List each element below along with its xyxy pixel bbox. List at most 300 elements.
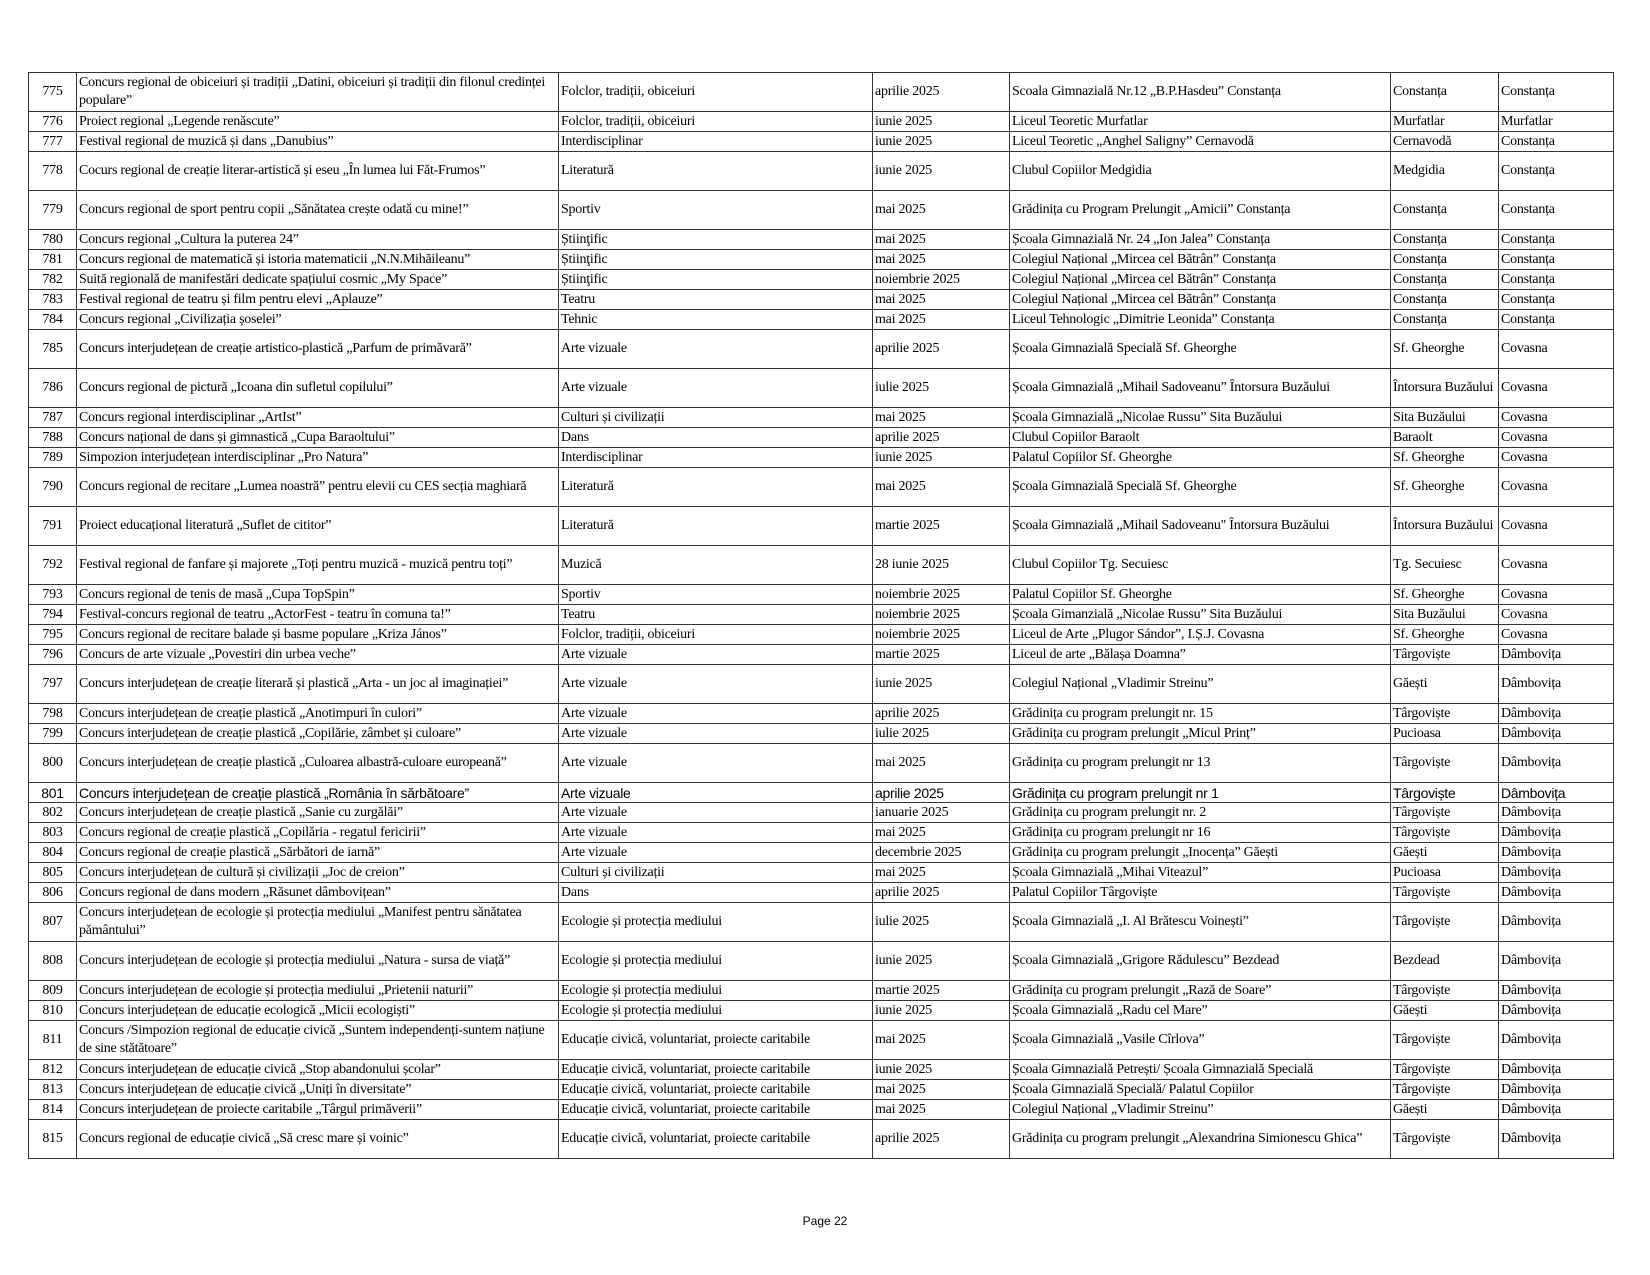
domain-cell: Ecologie și protecția mediului: [559, 942, 873, 981]
county-cell: Dâmbovița: [1499, 903, 1614, 942]
event-title-cell: Concurs interjudețean de ecologie și protecția mediului „Natura - sursa de viață”: [77, 942, 559, 981]
row-number-cell: 778: [29, 152, 77, 191]
table-row: [29, 1001, 1614, 1021]
locality-cell: Târgoviște: [1391, 645, 1499, 665]
event-title-cell: Concurs regional interdisciplinar „ArtIst”: [77, 408, 559, 428]
locality-cell: Medgidia: [1391, 152, 1499, 191]
table-row: [29, 1100, 1614, 1120]
event-title-cell: Concurs interjudețean de proiecte caritabile „Târgul primăverii”: [77, 1100, 559, 1120]
table-row: [29, 585, 1614, 605]
table-row: [29, 408, 1614, 428]
period-cell: iunie 2025: [873, 1001, 1010, 1021]
organizer-cell: Școala Gimnazială Nr. 24 „Ion Jalea” Constanța: [1010, 230, 1391, 250]
county-cell: Constanța: [1499, 152, 1614, 191]
event-title-cell: Festival regional de muzică și dans „Danubius”: [77, 132, 559, 152]
period-cell: iunie 2025: [873, 112, 1010, 132]
event-title-cell: Suită regională de manifestări dedicate spațiului cosmic „My Space”: [77, 270, 559, 290]
table-row: [29, 981, 1614, 1001]
domain-cell: Muzică: [559, 546, 873, 585]
table-row: [29, 152, 1614, 191]
organizer-cell: Palatul Copiilor Sf. Gheorghe: [1010, 585, 1391, 605]
organizer-cell: Grădinița cu program prelungit nr 1: [1010, 783, 1391, 803]
locality-cell: Sita Buzăului: [1391, 605, 1499, 625]
domain-cell: Teatru: [559, 605, 873, 625]
row-number-cell: 795: [29, 625, 77, 645]
event-title-cell: Concurs interjudețean de creație plastică „România în sărbătoare”: [77, 783, 559, 803]
row-number-cell: 777: [29, 132, 77, 152]
locality-cell: Târgoviște: [1391, 783, 1499, 803]
period-cell: iulie 2025: [873, 724, 1010, 744]
organizer-cell: Grădinița cu program prelungit „Micul Prinț”: [1010, 724, 1391, 744]
county-cell: Constanța: [1499, 290, 1614, 310]
row-number-cell: 810: [29, 1001, 77, 1021]
domain-cell: Interdisciplinar: [559, 448, 873, 468]
locality-cell: Sf. Gheorghe: [1391, 330, 1499, 369]
locality-cell: Târgoviște: [1391, 823, 1499, 843]
county-cell: Covasna: [1499, 448, 1614, 468]
county-cell: Dâmbovița: [1499, 803, 1614, 823]
domain-cell: Arte vizuale: [559, 744, 873, 783]
period-cell: aprilie 2025: [873, 883, 1010, 903]
organizer-cell: Liceul Teoretic Murfatlar: [1010, 112, 1391, 132]
event-title-cell: Concurs regional de pictură „Icoana din sufletul copilului”: [77, 369, 559, 408]
event-title-cell: Concurs regional de creație plastică „Sărbători de iarnă”: [77, 843, 559, 863]
event-title-cell: Concurs național de dans și gimnastică „Cupa Baraoltului”: [77, 428, 559, 448]
row-number-cell: 796: [29, 645, 77, 665]
table-row: [29, 369, 1614, 408]
table-row: [29, 645, 1614, 665]
event-title-cell: Proiect regional „Legende renăscute”: [77, 112, 559, 132]
organizer-cell: Clubul Copiilor Medgidia: [1010, 152, 1391, 191]
organizer-cell: Școala Gimnazială Specială Sf. Gheorghe: [1010, 468, 1391, 507]
events-table: [28, 72, 1614, 1159]
locality-cell: Târgoviște: [1391, 1080, 1499, 1100]
county-cell: Covasna: [1499, 330, 1614, 369]
organizer-cell: Liceul Tehnologic „Dimitrie Leonida” Constanța: [1010, 310, 1391, 330]
row-number-cell: 807: [29, 903, 77, 942]
county-cell: Constanța: [1499, 250, 1614, 270]
locality-cell: Târgoviște: [1391, 883, 1499, 903]
locality-cell: Constanța: [1391, 73, 1499, 112]
event-title-cell: Concurs interjudețean de ecologie și protecția mediului „Manifest pentru sănătatea pământului”: [77, 903, 559, 942]
organizer-cell: Școala Gimnazială Specială/ Palatul Copiilor: [1010, 1080, 1391, 1100]
organizer-cell: Colegiul Național „Mircea cel Bătrân” Constanța: [1010, 270, 1391, 290]
domain-cell: Literatură: [559, 468, 873, 507]
table-row: [29, 783, 1614, 803]
period-cell: noiembrie 2025: [873, 605, 1010, 625]
county-cell: Covasna: [1499, 605, 1614, 625]
domain-cell: Arte vizuale: [559, 369, 873, 408]
table-row: [29, 863, 1614, 883]
domain-cell: Educație civică, voluntariat, proiecte caritabile: [559, 1060, 873, 1080]
county-cell: Dâmbovița: [1499, 1001, 1614, 1021]
locality-cell: Sf. Gheorghe: [1391, 585, 1499, 605]
row-number-cell: 792: [29, 546, 77, 585]
locality-cell: Întorsura Buzăului: [1391, 369, 1499, 408]
row-number-cell: 797: [29, 665, 77, 704]
table-row: [29, 270, 1614, 290]
domain-cell: Culturi și civilizații: [559, 408, 873, 428]
county-cell: Dâmbovița: [1499, 1060, 1614, 1080]
event-title-cell: Concurs interjudețean de cultură și civilizații „Joc de creion”: [77, 863, 559, 883]
domain-cell: Folclor, tradiții, obiceiuri: [559, 625, 873, 645]
period-cell: noiembrie 2025: [873, 585, 1010, 605]
event-title-cell: Festival regional de teatru și film pentru elevi „Aplauze”: [77, 290, 559, 310]
event-title-cell: Concurs regional de tenis de masă „Cupa TopSpin”: [77, 585, 559, 605]
county-cell: Covasna: [1499, 408, 1614, 428]
period-cell: mai 2025: [873, 250, 1010, 270]
county-cell: Dâmbovița: [1499, 1120, 1614, 1159]
table-row: [29, 230, 1614, 250]
locality-cell: Constanța: [1391, 290, 1499, 310]
event-title-cell: Concurs regional de recitare balade și basme populare „Kriza János”: [77, 625, 559, 645]
event-title-cell: Concurs interjudețean de creație artistico-plastică „Parfum de primăvară”: [77, 330, 559, 369]
table-row: [29, 250, 1614, 270]
organizer-cell: Liceul de arte „Bălașa Doamna”: [1010, 645, 1391, 665]
period-cell: mai 2025: [873, 191, 1010, 230]
county-cell: Dâmbovița: [1499, 823, 1614, 843]
period-cell: noiembrie 2025: [873, 625, 1010, 645]
table-row: [29, 942, 1614, 981]
locality-cell: Găești: [1391, 843, 1499, 863]
event-title-cell: Concurs de arte vizuale „Povestiri din urbea veche”: [77, 645, 559, 665]
organizer-cell: Grădinița cu program prelungit „Inocența” Găești: [1010, 843, 1391, 863]
county-cell: Constanța: [1499, 230, 1614, 250]
county-cell: Dâmbovița: [1499, 645, 1614, 665]
county-cell: Dâmbovița: [1499, 883, 1614, 903]
domain-cell: Literatură: [559, 507, 873, 546]
locality-cell: Constanța: [1391, 270, 1499, 290]
locality-cell: Sita Buzăului: [1391, 408, 1499, 428]
county-cell: Dâmbovița: [1499, 942, 1614, 981]
event-title-cell: Proiect educațional literatură „Suflet de cititor”: [77, 507, 559, 546]
table-row: [29, 1021, 1614, 1060]
organizer-cell: Clubul Copiilor Tg. Secuiesc: [1010, 546, 1391, 585]
row-number-cell: 809: [29, 981, 77, 1001]
period-cell: mai 2025: [873, 823, 1010, 843]
locality-cell: Constanța: [1391, 230, 1499, 250]
period-cell: aprilie 2025: [873, 1120, 1010, 1159]
page-number: Page 22: [802, 1214, 848, 1228]
county-cell: Dâmbovița: [1499, 1080, 1614, 1100]
event-title-cell: Concurs regional de matematică și istoria matematicii „N.N.Mihăileanu”: [77, 250, 559, 270]
organizer-cell: Palatul Copiilor Târgoviște: [1010, 883, 1391, 903]
table-row: [29, 112, 1614, 132]
period-cell: decembrie 2025: [873, 843, 1010, 863]
event-title-cell: Concurs interjudețean de creație plastică „Sanie cu zurgălăi”: [77, 803, 559, 823]
row-number-cell: 786: [29, 369, 77, 408]
row-number-cell: 787: [29, 408, 77, 428]
organizer-cell: Școala Gimnazială Petrești/ Școala Gimnazială Specială: [1010, 1060, 1391, 1080]
organizer-cell: Grădinița cu Program Prelungit „Amicii” Constanța: [1010, 191, 1391, 230]
domain-cell: Educație civică, voluntariat, proiecte caritabile: [559, 1021, 873, 1060]
domain-cell: Teatru: [559, 290, 873, 310]
locality-cell: Sf. Gheorghe: [1391, 448, 1499, 468]
table-row: [29, 132, 1614, 152]
row-number-cell: 803: [29, 823, 77, 843]
locality-cell: Târgoviște: [1391, 1021, 1499, 1060]
row-number-cell: 788: [29, 428, 77, 448]
period-cell: martie 2025: [873, 645, 1010, 665]
organizer-cell: Școala Gimnazială „Mihai Viteazul”: [1010, 863, 1391, 883]
row-number-cell: 802: [29, 803, 77, 823]
table-row: [29, 330, 1614, 369]
period-cell: mai 2025: [873, 1021, 1010, 1060]
organizer-cell: Școala Gimanzială „Nicolae Russu” Sita Buzăului: [1010, 605, 1391, 625]
table-row: [29, 605, 1614, 625]
organizer-cell: Grădinița cu program prelungit „Rază de Soare”: [1010, 981, 1391, 1001]
county-cell: Dâmbovița: [1499, 843, 1614, 863]
county-cell: Dâmbovița: [1499, 704, 1614, 724]
locality-cell: Sf. Gheorghe: [1391, 625, 1499, 645]
period-cell: aprilie 2025: [873, 783, 1010, 803]
county-cell: Dâmbovița: [1499, 783, 1614, 803]
period-cell: aprilie 2025: [873, 73, 1010, 112]
period-cell: iulie 2025: [873, 369, 1010, 408]
row-number-cell: 804: [29, 843, 77, 863]
county-cell: Dâmbovița: [1499, 1100, 1614, 1120]
domain-cell: Arte vizuale: [559, 665, 873, 704]
row-number-cell: 781: [29, 250, 77, 270]
county-cell: Covasna: [1499, 507, 1614, 546]
period-cell: iunie 2025: [873, 1060, 1010, 1080]
organizer-cell: Grădinița cu program prelungit „Alexandrina Simionescu Ghica”: [1010, 1120, 1391, 1159]
domain-cell: Arte vizuale: [559, 645, 873, 665]
organizer-cell: Școala Gimnazială „Vasile Cîrlova”: [1010, 1021, 1391, 1060]
organizer-cell: Școala Gimnazială Specială Sf. Gheorghe: [1010, 330, 1391, 369]
locality-cell: Cernavodă: [1391, 132, 1499, 152]
table-row: [29, 843, 1614, 863]
event-title-cell: Concurs regional de creație plastică „Copilăria - regatul fericirii”: [77, 823, 559, 843]
locality-cell: Bezdead: [1391, 942, 1499, 981]
period-cell: mai 2025: [873, 290, 1010, 310]
period-cell: ianuarie 2025: [873, 803, 1010, 823]
domain-cell: Folclor, tradiții, obiceiuri: [559, 112, 873, 132]
event-title-cell: Concurs interjudețean de creație plastică „Anotimpuri în culori”: [77, 704, 559, 724]
organizer-cell: Grădinița cu program prelungit nr 13: [1010, 744, 1391, 783]
locality-cell: Murfatlar: [1391, 112, 1499, 132]
table-row: [29, 507, 1614, 546]
period-cell: aprilie 2025: [873, 330, 1010, 369]
table-row: [29, 1060, 1614, 1080]
locality-cell: Târgoviște: [1391, 1060, 1499, 1080]
county-cell: Dâmbovița: [1499, 665, 1614, 704]
domain-cell: Arte vizuale: [559, 330, 873, 369]
county-cell: Dâmbovița: [1499, 724, 1614, 744]
domain-cell: Știinţific: [559, 250, 873, 270]
organizer-cell: Școala Gimnazială „Radu cel Mare”: [1010, 1001, 1391, 1021]
row-number-cell: 782: [29, 270, 77, 290]
county-cell: Dâmbovița: [1499, 744, 1614, 783]
organizer-cell: Colegiul Național „Mircea cel Bătrân” Constanța: [1010, 250, 1391, 270]
domain-cell: Arte vizuale: [559, 704, 873, 724]
county-cell: Covasna: [1499, 585, 1614, 605]
organizer-cell: Școala Gimnazială „Nicolae Russu” Sita Buzăului: [1010, 408, 1391, 428]
event-title-cell: Festival regional de fanfare și majorete „Toți pentru muzică - muzică pentru toți”: [77, 546, 559, 585]
row-number-cell: 790: [29, 468, 77, 507]
domain-cell: Ecologie și protecția mediului: [559, 1001, 873, 1021]
domain-cell: Educație civică, voluntariat, proiecte caritabile: [559, 1080, 873, 1100]
organizer-cell: Școala Gimnazială „I. Al Brătescu Voinești”: [1010, 903, 1391, 942]
period-cell: iunie 2025: [873, 942, 1010, 981]
table-row: [29, 704, 1614, 724]
table-row: [29, 724, 1614, 744]
locality-cell: Baraolt: [1391, 428, 1499, 448]
domain-cell: Arte vizuale: [559, 803, 873, 823]
locality-cell: Găești: [1391, 665, 1499, 704]
locality-cell: Găești: [1391, 1100, 1499, 1120]
event-title-cell: Concurs interjudețean de educație civică „Uniți în diversitate”: [77, 1080, 559, 1100]
event-title-cell: Concurs interjudețean de creație plastică „Culoarea albastră-culoare europeană”: [77, 744, 559, 783]
row-number-cell: 780: [29, 230, 77, 250]
event-title-cell: Concurs regional de sport pentru copii „Sănătatea crește odată cu mine!”: [77, 191, 559, 230]
county-cell: Covasna: [1499, 468, 1614, 507]
table-row: [29, 744, 1614, 783]
table-row: [29, 803, 1614, 823]
organizer-cell: Școala Gimnazială „Grigore Rădulescu” Bezdead: [1010, 942, 1391, 981]
organizer-cell: Clubul Copiilor Baraolt: [1010, 428, 1391, 448]
domain-cell: Arte vizuale: [559, 823, 873, 843]
locality-cell: Târgoviște: [1391, 704, 1499, 724]
locality-cell: Constanța: [1391, 250, 1499, 270]
organizer-cell: Colegiul Național „Mircea cel Bătrân” Constanța: [1010, 290, 1391, 310]
row-number-cell: 805: [29, 863, 77, 883]
period-cell: mai 2025: [873, 468, 1010, 507]
locality-cell: Întorsura Buzăului: [1391, 507, 1499, 546]
domain-cell: Dans: [559, 883, 873, 903]
row-number-cell: 799: [29, 724, 77, 744]
locality-cell: Târgoviște: [1391, 981, 1499, 1001]
organizer-cell: Școala Gimnazială „Mihail Sadoveanu" Întorsura Buzăului: [1010, 507, 1391, 546]
domain-cell: Sportiv: [559, 191, 873, 230]
row-number-cell: 789: [29, 448, 77, 468]
domain-cell: Educație civică, voluntariat, proiecte caritabile: [559, 1120, 873, 1159]
county-cell: Covasna: [1499, 369, 1614, 408]
period-cell: mai 2025: [873, 408, 1010, 428]
row-number-cell: 784: [29, 310, 77, 330]
organizer-cell: Liceul de Arte „Plugor Sándor”, I.Ș.J. Covasna: [1010, 625, 1391, 645]
row-number-cell: 798: [29, 704, 77, 724]
period-cell: mai 2025: [873, 1080, 1010, 1100]
domain-cell: Educație civică, voluntariat, proiecte caritabile: [559, 1100, 873, 1120]
table-row: [29, 1080, 1614, 1100]
row-number-cell: 775: [29, 73, 77, 112]
row-number-cell: 783: [29, 290, 77, 310]
event-title-cell: Concurs interjudețean de educație civică „Stop abandonului școlar”: [77, 1060, 559, 1080]
locality-cell: Sf. Gheorghe: [1391, 468, 1499, 507]
period-cell: martie 2025: [873, 981, 1010, 1001]
table-row: [29, 448, 1614, 468]
county-cell: Constanța: [1499, 270, 1614, 290]
event-title-cell: Concurs regional de recitare „Lumea noastră” pentru elevii cu CES secția maghiară: [77, 468, 559, 507]
row-number-cell: 779: [29, 191, 77, 230]
event-title-cell: Cocurs regional de creație literar-artistică și eseu „În lumea lui Făt-Frumos”: [77, 152, 559, 191]
event-title-cell: Festival-concurs regional de teatru „ActorFest - teatru în comuna ta!”: [77, 605, 559, 625]
organizer-cell: Liceul Teoretic „Anghel Saligny” Cernavodă: [1010, 132, 1391, 152]
table-row: [29, 665, 1614, 704]
locality-cell: Târgoviște: [1391, 803, 1499, 823]
domain-cell: Știinţific: [559, 230, 873, 250]
row-number-cell: 814: [29, 1100, 77, 1120]
period-cell: mai 2025: [873, 744, 1010, 783]
period-cell: martie 2025: [873, 507, 1010, 546]
event-title-cell: Concurs regional de dans modern „Răsunet dâmbovițean”: [77, 883, 559, 903]
period-cell: mai 2025: [873, 1100, 1010, 1120]
organizer-cell: Scoala Gimnazială Nr.12 „B.P.Hasdeu” Constanța: [1010, 73, 1391, 112]
period-cell: mai 2025: [873, 863, 1010, 883]
event-title-cell: Concurs interjudețean de creație literară și plastică „Arta - un joc al imaginației”: [77, 665, 559, 704]
event-title-cell: Concurs /Simpozion regional de educație civică „Suntem independenți-suntem națiune de sine stătătoare”: [77, 1021, 559, 1060]
domain-cell: Arte vizuale: [559, 783, 873, 803]
event-title-cell: Concurs regional de obiceiuri și tradiții „Datini, obiceiuri și tradiții din filonul credinței populare”: [77, 73, 559, 112]
event-title-cell: Simpozion interjudețean interdisciplinar „Pro Natura”: [77, 448, 559, 468]
organizer-cell: Colegiul Național „Vladimir Streinu”: [1010, 665, 1391, 704]
period-cell: iunie 2025: [873, 132, 1010, 152]
period-cell: aprilie 2025: [873, 704, 1010, 724]
organizer-cell: Școala Gimnazială „Mihail Sadoveanu” Întorsura Buzăului: [1010, 369, 1391, 408]
domain-cell: Ecologie și protecția mediului: [559, 903, 873, 942]
domain-cell: Sportiv: [559, 585, 873, 605]
locality-cell: Târgoviște: [1391, 1120, 1499, 1159]
period-cell: noiembrie 2025: [873, 270, 1010, 290]
event-title-cell: Concurs regional „Cultura la puterea 24”: [77, 230, 559, 250]
row-number-cell: 793: [29, 585, 77, 605]
county-cell: Covasna: [1499, 428, 1614, 448]
events-table-body: [29, 73, 1614, 1159]
county-cell: Constanța: [1499, 191, 1614, 230]
county-cell: Dâmbovița: [1499, 1021, 1614, 1060]
table-row: [29, 823, 1614, 843]
locality-cell: Târgoviște: [1391, 744, 1499, 783]
event-title-cell: Concurs interjudețean de ecologie și protecția mediului „Prietenii naturii”: [77, 981, 559, 1001]
event-title-cell: Concurs interjudețean de creație plastică „Copilărie, zâmbet și culoare”: [77, 724, 559, 744]
row-number-cell: 794: [29, 605, 77, 625]
county-cell: Constanța: [1499, 132, 1614, 152]
period-cell: iunie 2025: [873, 665, 1010, 704]
period-cell: mai 2025: [873, 310, 1010, 330]
domain-cell: Culturi și civilizații: [559, 863, 873, 883]
domain-cell: Literatură: [559, 152, 873, 191]
table-row: [29, 883, 1614, 903]
county-cell: Covasna: [1499, 546, 1614, 585]
period-cell: 28 iunie 2025: [873, 546, 1010, 585]
county-cell: Covasna: [1499, 625, 1614, 645]
locality-cell: Tg. Secuiesc: [1391, 546, 1499, 585]
locality-cell: Pucioasa: [1391, 724, 1499, 744]
row-number-cell: 815: [29, 1120, 77, 1159]
locality-cell: Târgoviște: [1391, 903, 1499, 942]
period-cell: aprilie 2025: [873, 428, 1010, 448]
locality-cell: Găești: [1391, 1001, 1499, 1021]
domain-cell: Ecologie și protecția mediului: [559, 981, 873, 1001]
domain-cell: Arte vizuale: [559, 724, 873, 744]
row-number-cell: 813: [29, 1080, 77, 1100]
locality-cell: Pucioasa: [1391, 863, 1499, 883]
row-number-cell: 776: [29, 112, 77, 132]
county-cell: Dâmbovița: [1499, 863, 1614, 883]
row-number-cell: 812: [29, 1060, 77, 1080]
table-row: [29, 290, 1614, 310]
row-number-cell: 791: [29, 507, 77, 546]
table-row: [29, 625, 1614, 645]
table-row: [29, 428, 1614, 448]
period-cell: iulie 2025: [873, 903, 1010, 942]
organizer-cell: Colegiul Național „Vladimir Streinu”: [1010, 1100, 1391, 1120]
table-row: [29, 1120, 1614, 1159]
table-row: [29, 73, 1614, 112]
row-number-cell: 801: [29, 783, 77, 803]
domain-cell: Arte vizuale: [559, 843, 873, 863]
